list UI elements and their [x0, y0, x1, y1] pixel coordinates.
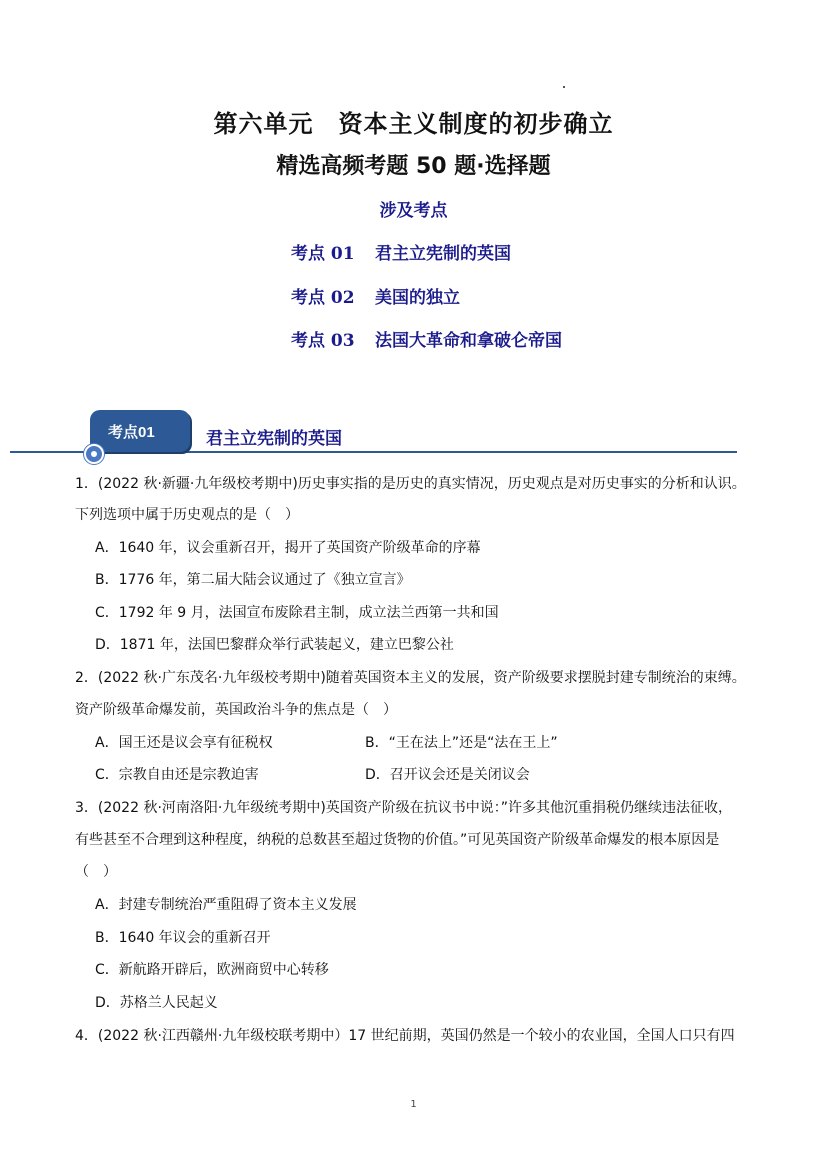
question-2-option-d: D．召开议会还是关闭议会 — [365, 767, 530, 783]
kaodian-number: 考点 02 — [291, 288, 355, 308]
question-1-line-2: 下列选项中属于历史观点的是（ ） — [75, 507, 299, 523]
question-3-option-c: C．新航路开辟后，欧洲商贸中心转移 — [95, 962, 329, 978]
question-1-line-1: 1．(2022 秋·新疆·九年级校考期中)历史事实指的是历史的真实情况，历史观点是对历史事实的分析和认识。 — [75, 476, 746, 492]
question-1-option-a: A．1640 年，议会重新召开，揭开了英国资产阶级革命的序幕 — [95, 540, 481, 556]
question-3-line-3: （ ） — [75, 864, 117, 880]
kaodian-item — [291, 283, 460, 308]
question-1-option-c: C．1792 年 9 月，法国宣布废除君主制，成立法兰西第一共和国 — [95, 605, 499, 621]
section-title: 君主立宪制的英国 — [206, 429, 342, 449]
kaodian-name: 君主立宪制的英国 — [375, 244, 511, 264]
section-badge — [90, 410, 190, 452]
page-subtitle: 精选高频考题 50 题·选择题 — [276, 154, 551, 179]
badge-circle-icon — [84, 444, 104, 464]
badge-text: 考点01 — [108, 424, 155, 441]
question-3-line-2: 有些甚至不合理到这种程度，纳税的总数甚至超过货物的价值。”可见英国资产阶级革命爆发的根本原因是 — [75, 832, 720, 848]
page-title: 第六单元 资本主义制度的初步确立 — [213, 110, 614, 138]
question-3-option-b: B．1640 年议会的重新召开 — [95, 930, 271, 946]
scope-label: 涉及考点 — [379, 201, 448, 221]
kaodian-item — [291, 239, 511, 264]
question-1-option-b: B．1776 年，第二届大陆会议通过了《独立宣言》 — [95, 572, 411, 588]
kaodian-name: 美国的独立 — [375, 288, 460, 308]
question-2-option-c: C．宗教自由还是宗教迫害 — [95, 767, 259, 783]
question-3-line-1: 3．(2022 秋·河南洛阳·九年级统考期中)英国资产阶级在抗议书中说：”许多其他沉重捐税仍继续违法征收， — [75, 800, 733, 816]
page-number: 1 — [410, 1099, 417, 1110]
question-3-option-a: A．封建专制统治严重阻碍了资本主义发展 — [95, 897, 357, 913]
kaodian-item — [291, 326, 562, 351]
kaodian-number: 考点 03 — [291, 331, 355, 351]
kaodian-name: 法国大革命和拿破仑帝国 — [375, 331, 562, 351]
scan-dot — [563, 86, 565, 88]
question-1-option-d: D．1871 年，法国巴黎群众举行武装起义，建立巴黎公社 — [95, 637, 454, 653]
question-2-option-a: A．国王还是议会享有征税权 — [95, 735, 273, 751]
question-2-line-2: 资产阶级革命爆发前，英国政治斗争的焦点是（ ） — [75, 702, 397, 718]
kaodian-number: 考点 01 — [291, 244, 355, 264]
question-2-line-1: 2．(2022 秋·广东茂名·九年级校考期中)随着英国资本主义的发展，资产阶级要求摆脱封建专制统治的束缚。 — [75, 670, 746, 686]
question-4-line-1: 4．(2022 秋·江西赣州·九年级校联考期中）17 世纪前期，英国仍然是一个较小的农业国，全国人口只有四 — [75, 1028, 735, 1044]
question-3-option-d: D．苏格兰人民起义 — [95, 995, 218, 1011]
question-2-option-b: B．“王在法上”还是“法在王上” — [365, 735, 558, 751]
